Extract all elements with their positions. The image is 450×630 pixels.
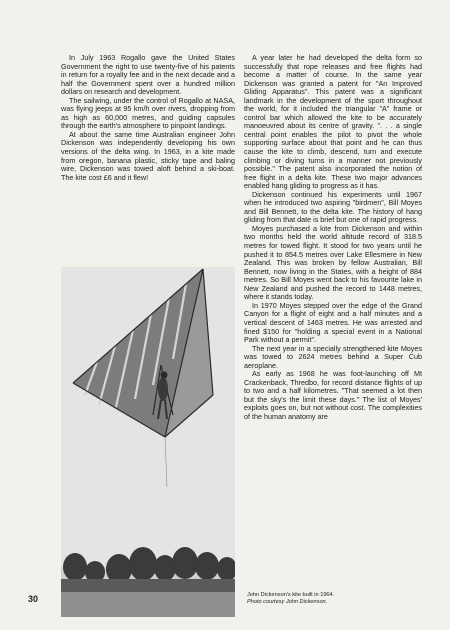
paragraph: At about the same time Australian engineer John Dickenson was independently developing his own versions of the delta wing. In 1963, in a kite made from oregon, banana plastic, sticky tape and baling wire, Dickenson was towed aloft behind a ski-boat. The kite cost £6 and it flew! bbox=[61, 129, 235, 182]
right-text-column bbox=[244, 54, 422, 422]
paragraph: The sailwing, under the control of Rogallo at NASA, was flying jeeps at 95 km/h over rivers, dropping from as high as 60,000 metres, and guiding capsules through the earth's atmosphere to pinpoint landings. bbox=[61, 95, 235, 131]
paragraph: Moyes purchased a kite from Dickenson and within two months held the world altitude record of 318.5 metres for towed flight. It stood for two years until he pushed it to 854.5 metres over Lake Ellesmere in New Zealand. This was broken by fellow Australian, Bill Bennett, now living in the States, with a height of 884 metres. So Bill Moyes went back to his favourite lake in New Zealand and pushed the record to 1448 metres, where it stands today. bbox=[244, 223, 422, 302]
paragraph: Dickenson continued his experiments until 1967 when he introduced two aspiring "birdmen", Bill Moyes and Bill Bennett, to the delta kite. The history of hang gliding from that date is brief but one of rapid progress. bbox=[244, 189, 422, 225]
kite-photo bbox=[61, 267, 235, 617]
paragraph: The next year in a specially strengthened kite Moyes was towed to 2624 metres behind a Super Cub aeroplane. bbox=[244, 343, 422, 370]
delta-kite-illustration bbox=[61, 267, 235, 617]
left-text-column bbox=[61, 54, 235, 182]
photo-caption bbox=[247, 592, 397, 606]
paragraph: As early as 1968 he was foot-launching off Mt Crackenback, Thredbo, for record distance flights of up to two and a half kilometres. "That seemed a lot then but the sky's the limit these days." The list of Moyes' exploits goes on, but not without cost. The complexities of the human anatomy are bbox=[244, 369, 422, 421]
paragraph: A year later he had developed the delta form so successfully that rope releases and free flights had become a matter of course. In the same year Dickenson was granted a patent for "An Improved Gliding Apparatus". This patent was a significant landmark in the development of the sport throughout the world, for it included the triangular "A" frame or control bar which allowed the kite to be accurately manoeuvred about its centre of gravity. ". . . a single central point enables the pilot to pivot the whole supporting surface about that point and he can thus cause the kite to climb, descend, turn and execute climbing or diving turns in a manner not previously possible." The patent also incorporated the notion of free flight in a delta kite. These two major advances enabled hang gliding to progress as it has. bbox=[244, 53, 422, 191]
page-number: 30 bbox=[28, 594, 39, 604]
paragraph: In 1970 Moyes stepped over the edge of the Grand Canyon for a flight of eight and a half minutes and a vertical descent of 1463 metres. He was arrested and fined $150 for "holding a special event in a National Park without a permit". bbox=[244, 300, 422, 345]
caption-title: John Dickenson's kite built in 1964. bbox=[247, 592, 335, 598]
caption-credit: Photo courtesy John Dickenson. bbox=[247, 598, 328, 605]
paragraph: In July 1963 Rogallo gave the United States Government the right to use twenty-five of his patents in return for a royalty fee and in the next decade and a half the Government spent over a hundred million dollars on research and development. bbox=[61, 53, 235, 97]
